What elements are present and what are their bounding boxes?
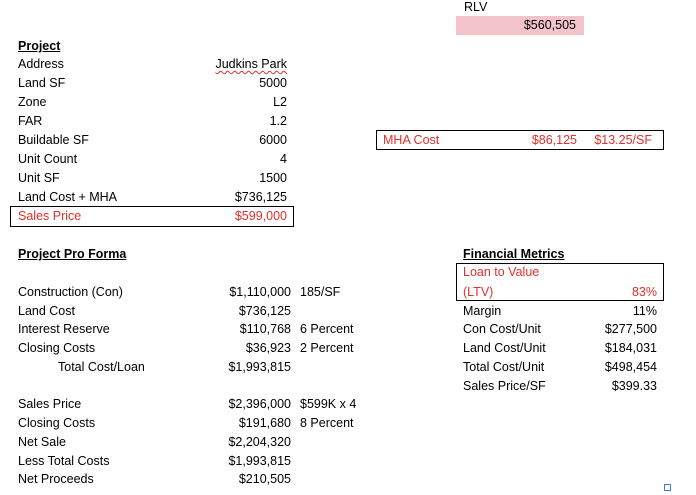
- project-value-land-cost-mha[interactable]: $736,125: [234, 190, 287, 204]
- proforma-value[interactable]: $210,505: [238, 472, 291, 486]
- proforma-title: Project Pro Forma: [18, 247, 127, 261]
- project-value-unit-sf[interactable]: 1500: [259, 171, 287, 185]
- project-value-buildable-sf[interactable]: 6000: [259, 133, 287, 147]
- proforma-note: 185/SF: [300, 285, 341, 299]
- mha-cost-value[interactable]: $86,125: [531, 133, 577, 147]
- metrics-value[interactable]: $399.33: [611, 379, 657, 393]
- proforma-note: 6 Percent: [300, 322, 354, 336]
- project-value-land-sf[interactable]: 5000: [259, 76, 287, 90]
- proforma-label: Sales Price: [18, 397, 82, 411]
- project-value-unit-count[interactable]: 4: [280, 152, 287, 166]
- proforma-value[interactable]: $1,993,815: [228, 360, 291, 374]
- proforma-label: Net Sale: [18, 435, 66, 449]
- proforma-label: Closing Costs: [18, 341, 96, 355]
- proforma-value[interactable]: $191,680: [238, 416, 291, 430]
- project-label-sales-price: Sales Price: [18, 209, 82, 223]
- ltv-label-line1: Loan to Value: [463, 265, 540, 279]
- proforma-value[interactable]: $2,396,000: [228, 397, 291, 411]
- metrics-value[interactable]: $184,031: [604, 341, 657, 355]
- project-label-address: Address: [18, 57, 64, 71]
- metrics-label: Total Cost/Unit: [463, 360, 545, 374]
- project-value-address[interactable]: Judkins Park: [215, 57, 287, 71]
- metrics-label: Land Cost/Unit: [463, 341, 546, 355]
- metrics-value[interactable]: $277,500: [604, 322, 657, 336]
- project-value-far[interactable]: 1.2: [269, 114, 287, 128]
- project-label-land-cost-mha: Land Cost + MHA: [18, 190, 118, 204]
- proforma-label: Net Proceeds: [18, 472, 94, 486]
- metrics-label: Margin: [463, 304, 502, 318]
- project-label-unit-sf: Unit SF: [18, 171, 60, 185]
- rlv-label: RLV: [464, 0, 488, 14]
- proforma-note: 2 Percent: [300, 341, 354, 355]
- mha-cost-per-sf[interactable]: $13.25/SF: [594, 133, 652, 147]
- project-label-buildable-sf: Buildable SF: [18, 133, 89, 147]
- project-value-sales-price[interactable]: $599,000: [234, 209, 287, 223]
- project-label-far: FAR: [18, 114, 43, 128]
- proforma-value[interactable]: $36,923: [245, 341, 291, 355]
- project-title: Project: [18, 39, 61, 53]
- proforma-label: Land Cost: [18, 304, 75, 318]
- metrics-title: Financial Metrics: [463, 247, 565, 261]
- proforma-note: 8 Percent: [300, 416, 354, 430]
- proforma-value[interactable]: $1,110,000: [229, 285, 291, 299]
- metrics-value[interactable]: $498,454: [604, 360, 657, 374]
- proforma-value[interactable]: $1,993,815: [228, 454, 291, 468]
- project-value-zone[interactable]: L2: [273, 95, 287, 109]
- metrics-label: Sales Price/SF: [463, 379, 546, 393]
- project-label-unit-count: Unit Count: [18, 152, 78, 166]
- metrics-label: Con Cost/Unit: [463, 322, 541, 336]
- proforma-value[interactable]: $2,204,320: [228, 435, 291, 449]
- ltv-label-line2: (LTV): [463, 285, 494, 299]
- proforma-label: Total Cost/Loan: [58, 360, 145, 374]
- rlv-value[interactable]: $560,505: [523, 18, 576, 32]
- project-label-land-sf: Land SF: [18, 76, 66, 90]
- proforma-label: Closing Costs: [18, 416, 96, 430]
- mha-cost-label: MHA Cost: [383, 133, 440, 147]
- project-label-zone: Zone: [18, 95, 47, 109]
- resize-handle-icon[interactable]: [664, 484, 671, 491]
- proforma-label: Less Total Costs: [18, 454, 110, 468]
- ltv-value[interactable]: 83%: [631, 285, 657, 299]
- proforma-label: Construction (Con): [18, 285, 123, 299]
- proforma-label: Interest Reserve: [18, 322, 110, 336]
- proforma-value[interactable]: $736,125: [238, 304, 291, 318]
- proforma-note: $599K x 4: [300, 397, 357, 411]
- proforma-value[interactable]: $110,768: [239, 322, 291, 336]
- metrics-value[interactable]: 11%: [632, 304, 657, 318]
